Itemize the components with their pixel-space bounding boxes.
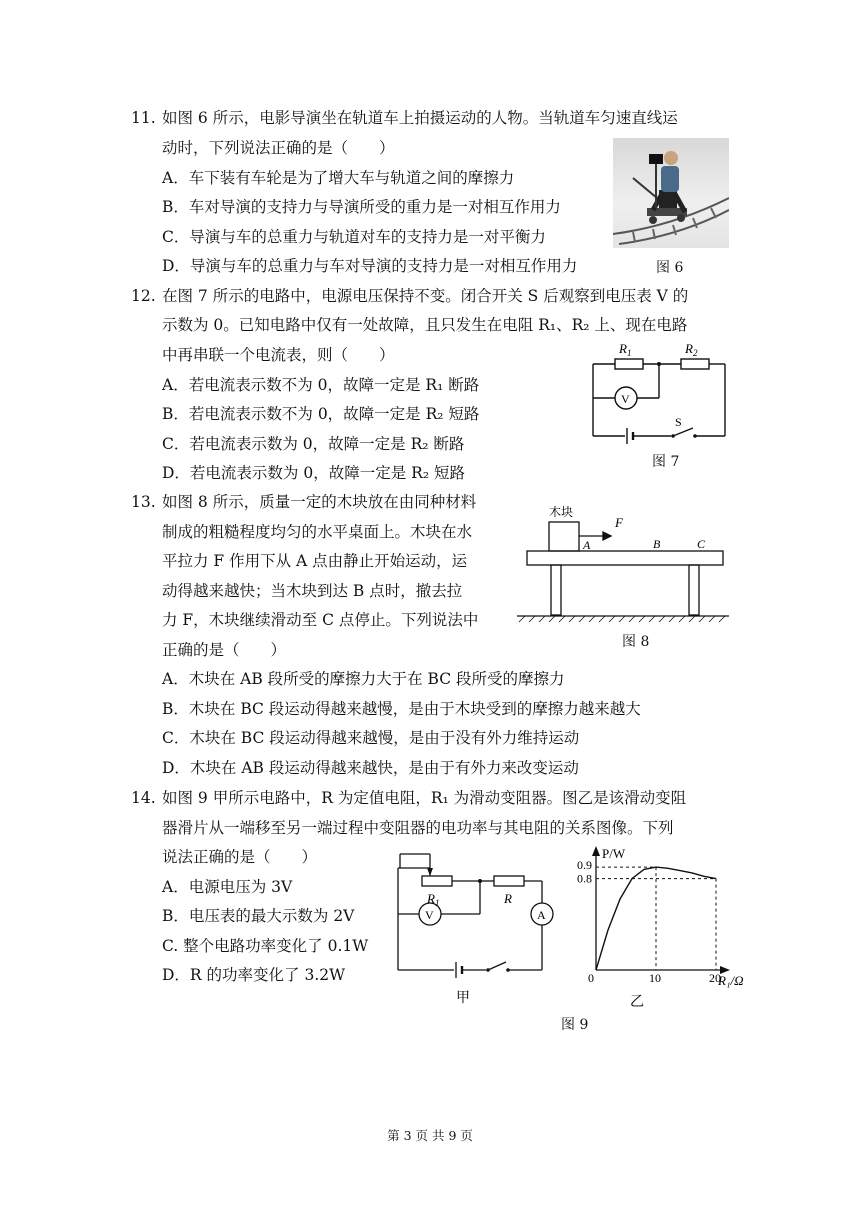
table-leg-left	[551, 565, 561, 615]
point-b-label: B	[653, 537, 661, 551]
q13-stem-line1: 如图 8 所示，质量一定的木块放在由同种材料	[162, 493, 477, 511]
q14-option-b: B．电压表的最大示数为 2V	[162, 907, 355, 925]
power-curve	[596, 867, 716, 970]
q12-option-c: C．若电流表示数为 0，故障一定是 R₂ 断路	[162, 435, 465, 453]
voltmeter-label: V	[425, 908, 434, 922]
q13-stem-line6: 正确的是（ ）	[162, 641, 287, 659]
rheostat-r1	[422, 876, 452, 886]
switch-s	[673, 428, 693, 436]
point-c-label: C	[697, 537, 706, 551]
x-tick-0: 0	[588, 971, 594, 985]
resistor-r1	[615, 359, 643, 369]
page-footer: 第 3 页 共 9 页	[387, 1128, 473, 1143]
block-label: 木块	[549, 505, 574, 519]
r-label: R	[504, 891, 512, 906]
switch-label: S	[675, 415, 682, 429]
figure-9-circuit-jia	[392, 846, 562, 1006]
q12-stem-line3: 中再串联一个电流表，则（ ）	[162, 346, 395, 364]
q12-option-d: D．若电流表示数为 0，故障一定是 R₂ 短路	[162, 464, 465, 482]
figure-9-label: 图 9	[561, 1017, 589, 1033]
q11-option-d: D．导演与车的总重力与车对导演的支持力是一对相互作用力	[162, 257, 578, 275]
q13-stem-line4: 动得越来越快；当木块到达 B 点时，撤去拉	[162, 582, 463, 600]
q11-option-c: C．导演与车的总重力与轨道对车的支持力是一对平衡力	[162, 228, 546, 246]
q12-stem-line2: 示数为 0。已知电路中仅有一处故障，且只发生在电阻 R₁、R₂ 上、现在电路	[162, 316, 688, 334]
x-tick-20: 20	[709, 971, 721, 985]
force-arrow	[603, 532, 611, 540]
q11-number: 11.	[131, 109, 156, 127]
wooden-block	[549, 522, 579, 551]
x-axis-label: R₁/Ω	[718, 973, 744, 988]
q13-stem-line5: 力 F，木块继续滑动至 C 点停止。下列说法中	[162, 611, 479, 629]
q11-option-b: B．车对导演的支持力与导演所受的重力是一对相互作用力	[162, 198, 561, 216]
q14-option-a: A．电源电压为 3V	[162, 878, 293, 896]
q12-option-b: B．若电流表示数不为 0，故障一定是 R₂ 短路	[162, 405, 480, 423]
q13-stem-line3: 平拉力 F 作用下从 A 点由静止开始运动，运	[162, 552, 468, 570]
q14-stem-line3: 说法正确的是（ ）	[162, 848, 318, 866]
table-leg-right	[689, 565, 699, 615]
q14-option-c: C. 整个电路功率变化了 0.1W	[162, 937, 369, 955]
figure-7-label: 图 7	[652, 454, 680, 470]
q13-option-b: B．木块在 BC 段运动得越来越慢，是由于木块受到的摩擦力越来越大	[162, 700, 641, 718]
force-label: F	[615, 515, 623, 530]
q12-stem-line1: 在图 7 所示的电路中，电源电压保持不变。闭合开关 S 后观察到电压表 V 的	[162, 287, 689, 305]
table-top	[527, 551, 723, 565]
y-axis-arrow	[592, 846, 600, 856]
q14-stem-line2: 器滑片从一端移至另一端过程中变阻器的电功率与其电阻的关系图像。下列	[162, 819, 674, 837]
q14-option-d: D．R 的功率变化了 3.2W	[162, 966, 346, 984]
q13-option-c: C．木块在 BC 段运动得越来越慢，是由于没有外力维持运动	[162, 729, 580, 747]
q14-number: 14.	[131, 789, 156, 807]
resistor-r	[494, 876, 524, 886]
q13-option-d: D．木块在 AB 段运动得越来越快，是由于有外力来改变运动	[162, 759, 579, 777]
q13-option-a: A．木块在 AB 段所受的摩擦力大于在 BC 段所受的摩擦力	[162, 670, 565, 688]
q12-number: 12.	[131, 287, 156, 305]
q12-option-a: A．若电流表示数不为 0，故障一定是 R₁ 断路	[162, 376, 480, 394]
q11-option-a: A．车下装有车轮是为了增大车与轨道之间的摩擦力	[162, 169, 515, 187]
q13-number: 13.	[131, 493, 156, 511]
voltmeter-label: V	[621, 392, 630, 406]
y-tick-0-8: 0.8	[577, 871, 592, 886]
film-director-photo	[613, 138, 729, 248]
switch	[488, 962, 506, 970]
q14-stem-line1: 如图 9 甲所示电路中，R 为定值电阻，R₁ 为滑动变阻器。图乙是该滑动变阻	[162, 789, 687, 807]
point-a-label: A	[583, 538, 591, 552]
y-axis-label: P/W	[602, 846, 626, 861]
figure-9-power-resistance-graph	[570, 840, 758, 1010]
figure-8-label: 图 8	[622, 634, 650, 650]
figure-8-table-block	[517, 498, 729, 626]
circuit-jia-label: 甲	[456, 991, 470, 1006]
q11-stem-line1: 如图 6 所示，电影导演坐在轨道车上拍摄运动的人物。当轨道车匀速直线运	[162, 109, 678, 127]
director-on-rail-cart-illustration	[613, 138, 729, 248]
ammeter-label: A	[537, 908, 546, 922]
y-tick-0-9: 0.9	[577, 858, 592, 873]
r1-label: $R_1$	[619, 341, 632, 358]
figure-6-label: 图 6	[656, 260, 684, 276]
slider-arrow	[427, 868, 433, 876]
figure-7-circuit	[585, 336, 735, 448]
graph-yi-label: 乙	[630, 995, 644, 1010]
r2-label: $R_2$	[685, 341, 698, 358]
r1-label: $R_1$	[427, 891, 440, 908]
q13-stem-line2: 制成的粗糙程度均匀的水平桌面上。木块在水	[162, 523, 473, 541]
q11-stem-line2: 动时，下列说法正确的是（ ）	[162, 139, 395, 157]
resistor-r2	[681, 359, 709, 369]
x-tick-10: 10	[649, 971, 661, 985]
